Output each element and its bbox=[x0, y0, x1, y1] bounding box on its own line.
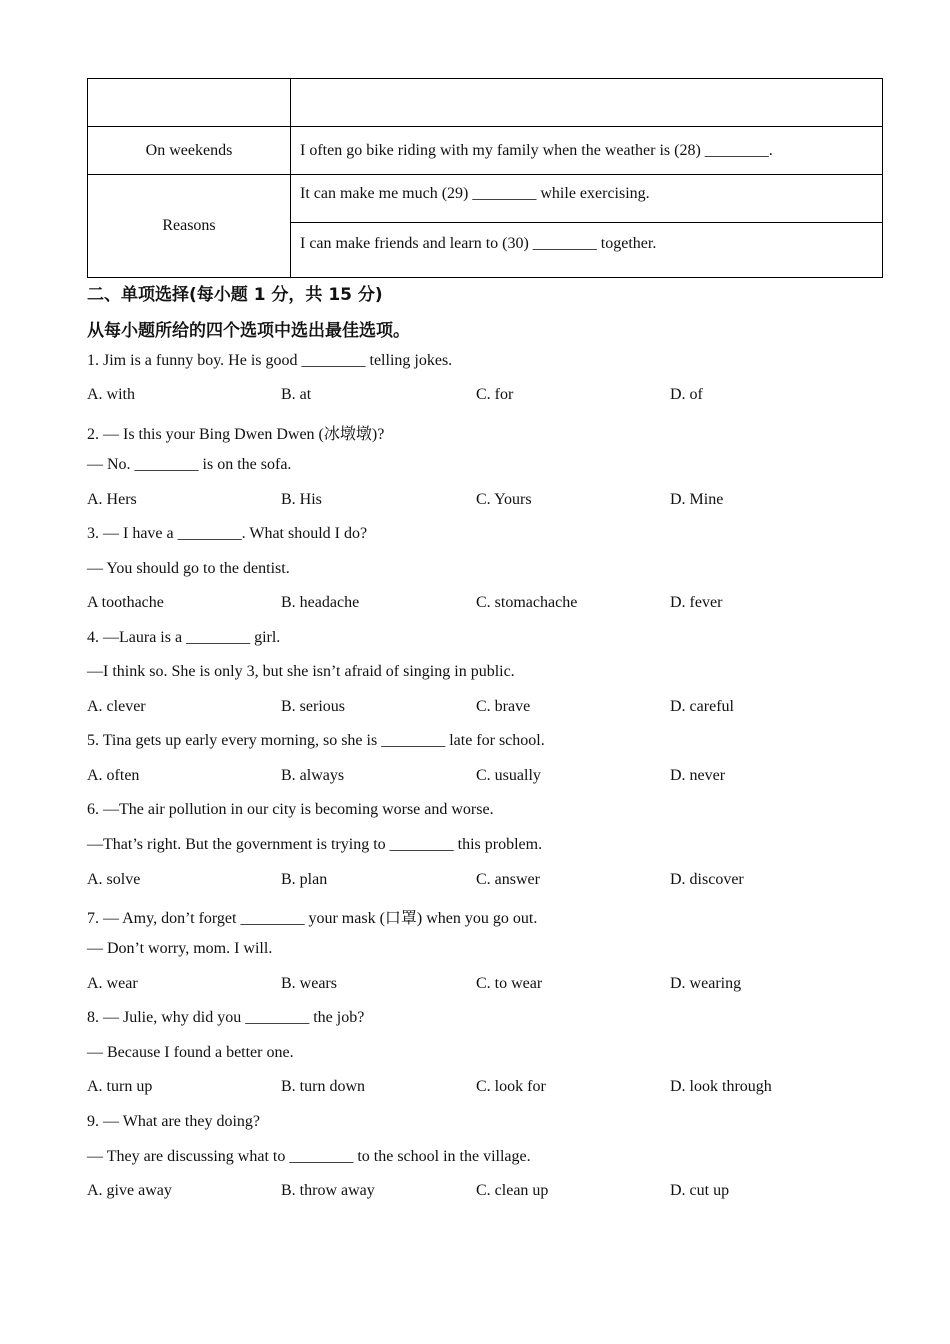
answer-option: D. cut up bbox=[670, 1182, 730, 1199]
answer-option: C. usually bbox=[476, 767, 541, 784]
answer-option: A. Hers bbox=[87, 491, 137, 508]
answer-option: C. stomachache bbox=[476, 594, 578, 611]
table-cell bbox=[88, 79, 291, 127]
question-line: — Because I found a better one. bbox=[87, 1044, 294, 1061]
answer-option: D. discover bbox=[670, 871, 744, 888]
answer-option: B. at bbox=[281, 386, 312, 403]
answer-option: B. turn down bbox=[281, 1078, 365, 1095]
answer-option: D. look through bbox=[670, 1078, 772, 1095]
answer-option: B. throw away bbox=[281, 1182, 375, 1199]
question-stem: 1. Jim is a funny boy. He is good ________ telling jokes. bbox=[87, 352, 453, 369]
answer-option: B. plan bbox=[281, 871, 328, 888]
info-table bbox=[87, 78, 883, 278]
answer-option: B. His bbox=[281, 491, 322, 508]
question-line: — They are discussing what to ________ to the school in the village. bbox=[87, 1148, 531, 1165]
table-cell bbox=[291, 223, 883, 278]
answer-option: C. clean up bbox=[476, 1182, 549, 1199]
answer-option: A. clever bbox=[87, 698, 146, 715]
section-title: 二、单项选择(每小题 1 分，共 15 分) bbox=[87, 285, 383, 305]
answer-option: D. fever bbox=[670, 594, 723, 611]
answer-option: A. wear bbox=[87, 975, 138, 992]
answer-option: A. turn up bbox=[87, 1078, 153, 1095]
table-cell bbox=[291, 79, 883, 127]
question-stem: 8. — Julie, why did you ________ the job? bbox=[87, 1009, 365, 1026]
table-row bbox=[88, 79, 883, 127]
question-line: —That’s right. But the government is trying to ________ this problem. bbox=[87, 836, 543, 853]
table-cell: Reasons bbox=[88, 175, 291, 278]
question-stem: 7. — Amy, don’t forget ________ your mask (口罩) when you go out. bbox=[87, 910, 538, 927]
question-stem: 4. —Laura is a ________ girl. bbox=[87, 629, 281, 646]
answer-option: D. of bbox=[670, 386, 703, 403]
answer-option: A. give away bbox=[87, 1182, 172, 1199]
cell-text: It can make me much (29) ________ while exercising. bbox=[300, 185, 650, 202]
answer-option: B. serious bbox=[281, 698, 345, 715]
section-instruction: 从每小题所给的四个选项中选出最佳选项。 bbox=[87, 321, 410, 341]
answer-option: D. wearing bbox=[670, 975, 742, 992]
question-stem: 5. Tina gets up early every morning, so she is ________ late for school. bbox=[87, 732, 545, 749]
question-line: — Don’t worry, mom. I will. bbox=[87, 940, 273, 957]
table-row bbox=[88, 127, 883, 175]
question-stem: 2. — Is this your Bing Dwen Dwen (冰墩墩)? bbox=[87, 426, 385, 443]
answer-option: A. often bbox=[87, 767, 140, 784]
question-line: —I think so. She is only 3, but she isn’t afraid of singing in public. bbox=[87, 663, 515, 680]
answer-option: C. to wear bbox=[476, 975, 543, 992]
answer-option: A. with bbox=[87, 386, 135, 403]
answer-option: C. look for bbox=[476, 1078, 546, 1095]
table-cell: On weekends bbox=[88, 127, 291, 175]
answer-option: D. careful bbox=[670, 698, 734, 715]
question-stem: 9. — What are they doing? bbox=[87, 1113, 260, 1130]
answer-option: D. Mine bbox=[670, 491, 724, 508]
answer-option: A toothache bbox=[87, 594, 164, 611]
answer-option: C. answer bbox=[476, 871, 540, 888]
table-row bbox=[88, 175, 883, 223]
answer-option: B. always bbox=[281, 767, 345, 784]
answer-option: C. brave bbox=[476, 698, 531, 715]
answer-option: C. for bbox=[476, 386, 514, 403]
question-stem: 3. — I have a ________. What should I do? bbox=[87, 525, 368, 542]
answer-option: B. wears bbox=[281, 975, 337, 992]
cell-text: I often go bike riding with my family when the weather is (28) ________. bbox=[300, 141, 773, 159]
cell-text: I can make friends and learn to (30) ________ together. bbox=[300, 235, 657, 252]
answer-option: B. headache bbox=[281, 594, 360, 611]
table-cell bbox=[291, 175, 883, 223]
question-line: — No. ________ is on the sofa. bbox=[87, 456, 292, 473]
answer-option: D. never bbox=[670, 767, 726, 784]
question-line: — You should go to the dentist. bbox=[87, 560, 290, 577]
table-cell bbox=[291, 127, 883, 175]
question-stem: 6. —The air pollution in our city is becoming worse and worse. bbox=[87, 801, 494, 818]
answer-option: C. Yours bbox=[476, 491, 532, 508]
answer-option: A. solve bbox=[87, 871, 141, 888]
